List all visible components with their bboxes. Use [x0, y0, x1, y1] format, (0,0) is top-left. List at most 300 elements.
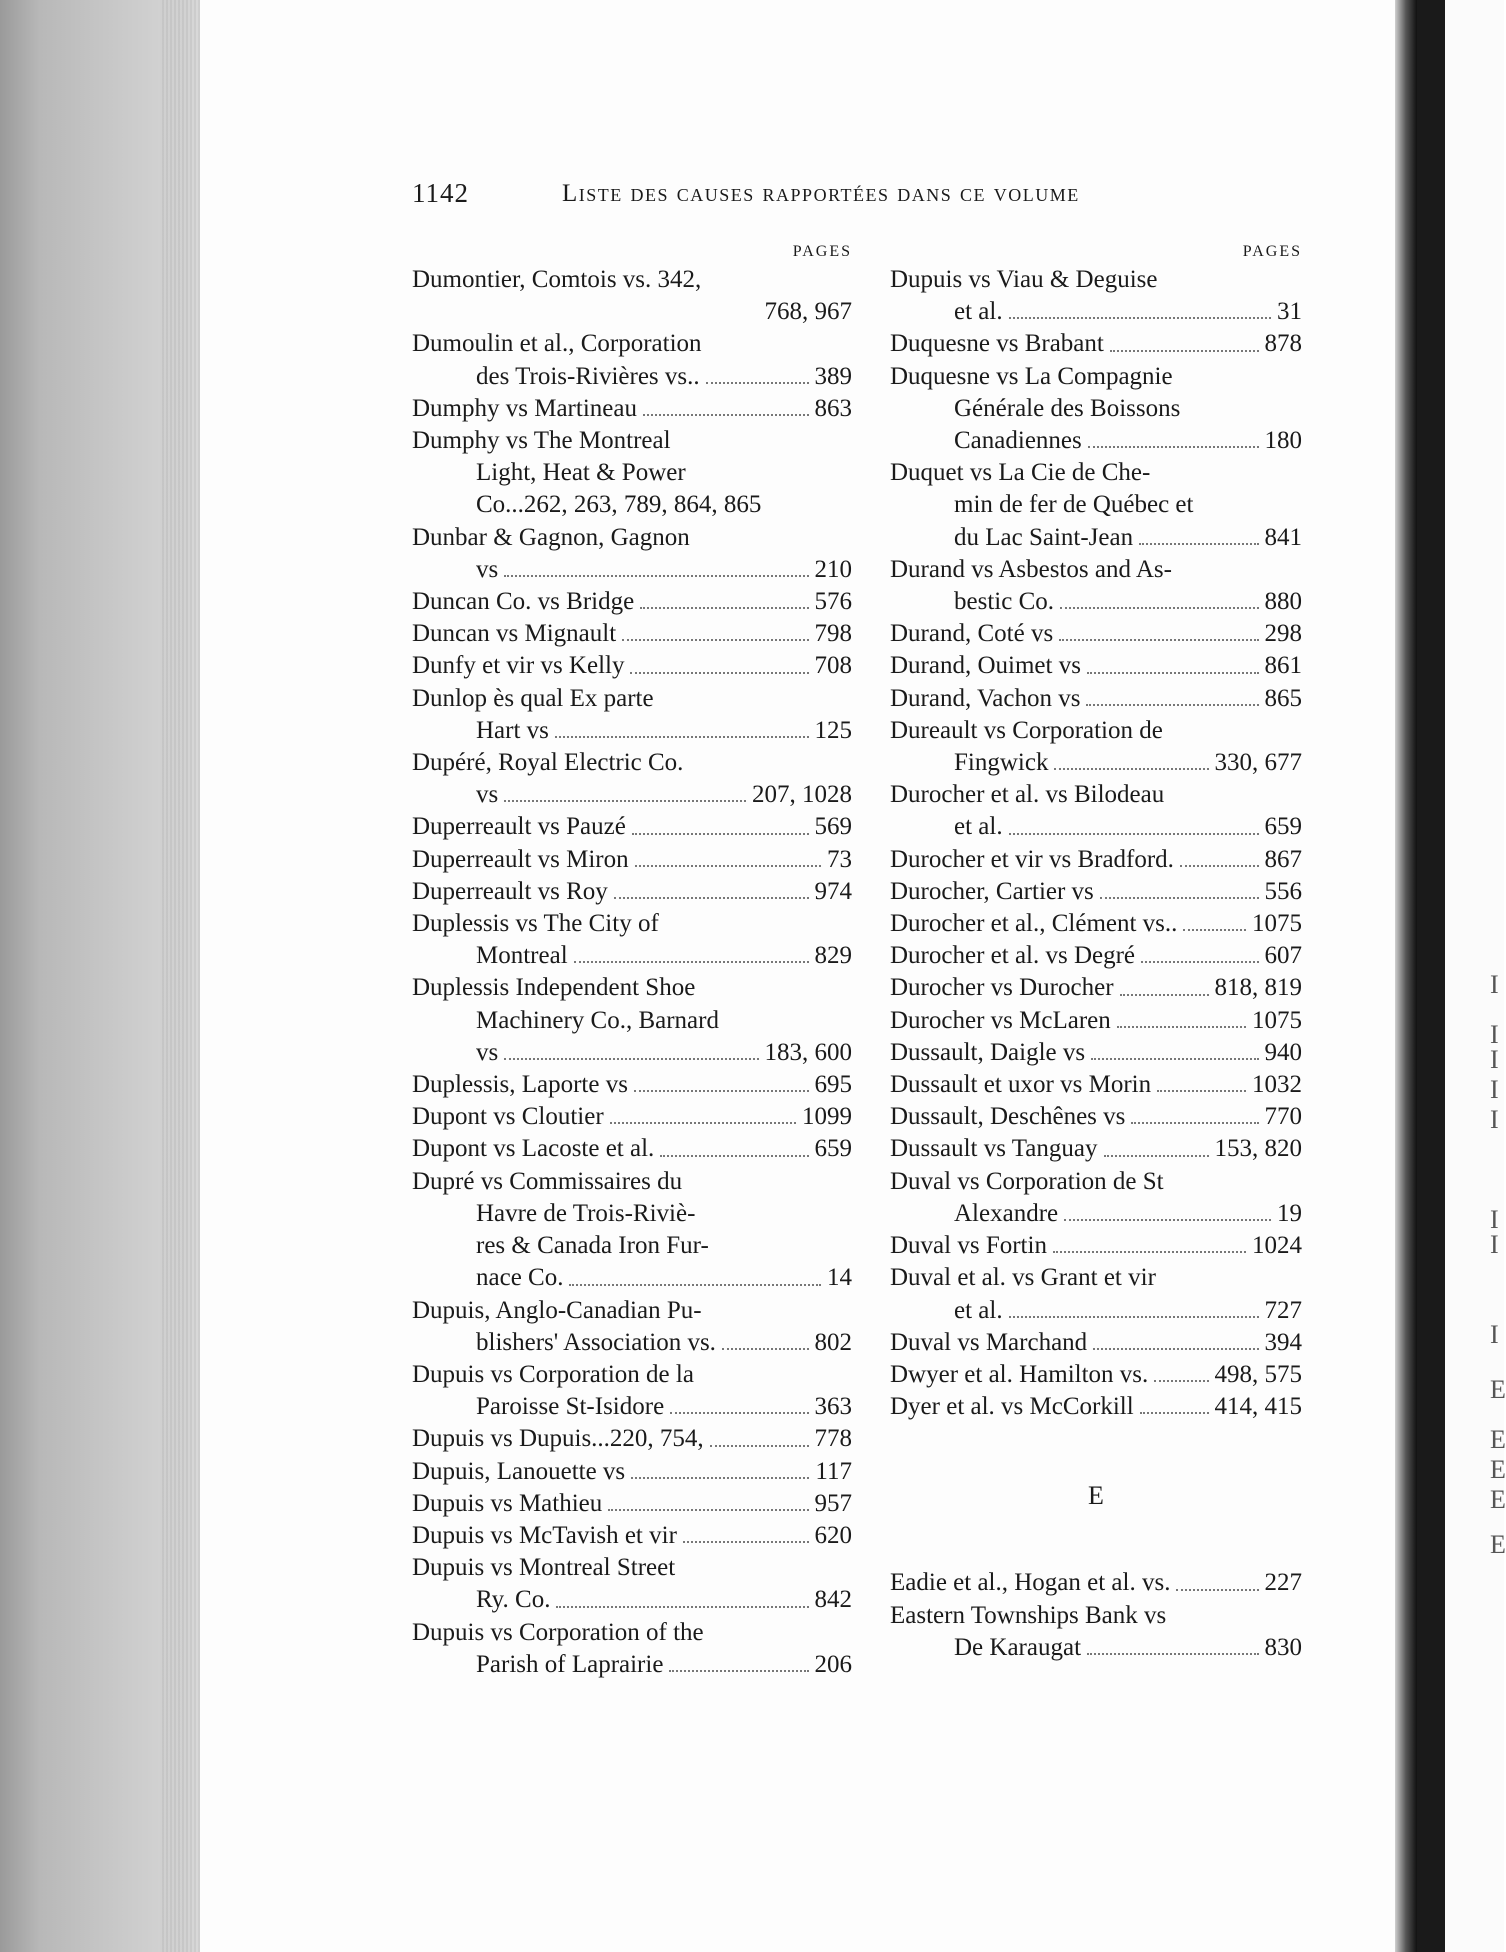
entry-line: [890, 1101, 1302, 1133]
entry-text: Dupuis vs Mathieu: [412, 1489, 603, 1517]
entry-text: Dumontier, Comtois vs. 342,: [412, 266, 702, 293]
entry-line: [412, 554, 852, 586]
entry-text: vs: [476, 1038, 499, 1066]
dot-leader: [504, 554, 808, 577]
entry-line: [412, 1005, 852, 1037]
entry-text: Dumphy vs The Montreal: [412, 427, 671, 455]
entry-text: Duperreault vs Pauzé: [412, 813, 626, 841]
index-entry: [412, 844, 852, 876]
entry-line: [412, 328, 852, 360]
index-entry: [412, 522, 852, 586]
entry-text: Dumoulin et al., Corporation: [412, 330, 702, 358]
dot-leader: [556, 1584, 808, 1607]
entry-line: [412, 811, 852, 843]
dot-leader: [1009, 296, 1271, 319]
facing-page-letter: I: [1490, 1075, 1499, 1104]
dot-leader: [608, 1488, 808, 1511]
entry-text: Durocher vs McLaren: [890, 1006, 1111, 1034]
page-reference: 1032: [1252, 1071, 1302, 1099]
index-entry: [890, 1327, 1302, 1359]
entry-line: [412, 1649, 852, 1681]
entry-text: Duval et al. vs Grant et vir: [890, 1264, 1156, 1292]
entry-line: [890, 457, 1302, 489]
index-entry: [412, 1069, 852, 1101]
index-entry: [412, 1456, 852, 1488]
entry-line: [412, 1488, 852, 1520]
page-reference: 31: [1277, 298, 1302, 326]
entry-text: Co...262, 263, 789, 864, 865: [476, 491, 762, 519]
entry-text: Durocher et al. vs Degré: [890, 942, 1136, 970]
entry-line: [412, 715, 852, 747]
index-entry: [412, 328, 852, 392]
page-reference: 957: [814, 1489, 852, 1517]
page-reference: 620: [814, 1521, 852, 1549]
entry-line: [890, 683, 1302, 715]
entry-text: vs: [476, 555, 499, 583]
page-reference: 607: [1264, 942, 1302, 970]
dot-leader: [634, 1069, 809, 1092]
entry-text: bestic Co.: [954, 588, 1054, 616]
entry-text: Durocher et al., Clément vs..: [890, 910, 1178, 938]
page-reference: 117: [815, 1457, 852, 1485]
dot-leader: [1140, 1391, 1209, 1414]
index-entry: [890, 328, 1302, 360]
index-entry: [890, 972, 1302, 1004]
dot-leader: [610, 1101, 796, 1124]
entry-line: [412, 393, 852, 425]
index-entry: [412, 1552, 852, 1616]
dot-leader: [1183, 908, 1246, 931]
entry-line: [890, 264, 1302, 296]
dot-leader: [640, 586, 808, 609]
index-entry: [890, 618, 1302, 650]
page-reference: 841: [1264, 523, 1302, 551]
page-reference: 727: [1264, 1296, 1302, 1324]
entry-line: [412, 1423, 852, 1455]
entry-text: blishers' Association vs.: [476, 1328, 716, 1356]
entry-line: [412, 779, 852, 811]
facing-page-letter: E: [1490, 1530, 1506, 1559]
index-entry: [412, 1359, 852, 1423]
dot-leader: [622, 618, 808, 641]
entry-line: [412, 1262, 852, 1294]
entry-list: [412, 264, 852, 1681]
entry-text: Alexandre: [954, 1199, 1059, 1227]
index-entry: [412, 1101, 852, 1133]
page-reference: 798: [814, 620, 852, 648]
index-entry: [890, 940, 1302, 972]
entry-text: Dunfy et vir vs Kelly: [412, 652, 625, 680]
entry-line: [412, 457, 852, 489]
entry-text: 768, 967: [764, 298, 852, 326]
page-reference: 829: [814, 942, 852, 970]
page-number: 1142: [412, 178, 469, 208]
index-entry: [890, 1359, 1302, 1391]
entry-text: Dupré vs Commissaires du: [412, 1167, 683, 1195]
entry-line: [412, 876, 852, 908]
entry-text: et al.: [954, 298, 1003, 326]
entry-line: [890, 1632, 1302, 1664]
index-entry: [890, 361, 1302, 458]
dot-leader: [1060, 586, 1259, 609]
page-reference: 153, 820: [1214, 1135, 1302, 1163]
dot-leader: [1141, 940, 1258, 963]
dot-leader: [1117, 1005, 1246, 1028]
page-reference: 206: [814, 1650, 852, 1678]
index-entry: [412, 393, 852, 425]
index-entry: [412, 1617, 852, 1681]
entry-line: [890, 1069, 1302, 1101]
entry-line: [412, 1295, 852, 1327]
entry-text: Dyer et al. vs McCorkill: [890, 1393, 1134, 1421]
entry-text: Duval vs Fortin: [890, 1232, 1047, 1260]
entry-text: des Trois-Rivières vs..: [476, 362, 700, 390]
page-reference: 708: [814, 652, 852, 680]
entry-text: Machinery Co., Barnard: [476, 1006, 719, 1034]
running-head: Liste des causes rapportées dans ce volume: [562, 180, 1080, 207]
entry-text: Duval vs Marchand: [890, 1328, 1088, 1356]
dot-leader: [569, 1262, 821, 1285]
section-letter: E: [1088, 1481, 1104, 1511]
entry-text: nace Co.: [476, 1264, 564, 1292]
entry-line: [890, 1230, 1302, 1262]
page-reference: 802: [814, 1328, 852, 1356]
index-entry: [890, 1069, 1302, 1101]
entry-line: [890, 1327, 1302, 1359]
page-header: [412, 178, 1292, 208]
index-entry: [890, 1600, 1302, 1664]
entry-line: [890, 650, 1302, 682]
entry-line: [890, 715, 1302, 747]
entry-text: Duplessis, Laporte vs: [412, 1071, 628, 1099]
dot-leader: [1087, 650, 1259, 673]
dot-leader: [1110, 328, 1259, 351]
facing-page-letter: E: [1490, 1425, 1506, 1454]
page-reference: 778: [814, 1425, 852, 1453]
entry-line: [890, 393, 1302, 425]
index-entry: [412, 811, 852, 843]
entry-text: Dupuis vs Corporation of the: [412, 1618, 704, 1646]
page-reference: 659: [814, 1135, 852, 1163]
entry-text: Dupont vs Cloutier: [412, 1103, 604, 1131]
page-reference: 1075: [1252, 1006, 1302, 1034]
entry-line: [890, 489, 1302, 521]
dot-leader: [643, 393, 809, 416]
page-reference: 556: [1264, 877, 1302, 905]
entry-line: [890, 940, 1302, 972]
index-entry: [890, 683, 1302, 715]
index-entry: [412, 1166, 852, 1295]
entry-text: Duperreault vs Roy: [412, 877, 608, 905]
index-entry: [890, 876, 1302, 908]
entry-text: Duplessis Independent Shoe: [412, 974, 696, 1002]
entry-line: [412, 361, 852, 393]
page-reference: 830: [1264, 1633, 1302, 1661]
entry-line: [890, 1295, 1302, 1327]
entry-line: [412, 747, 852, 779]
dot-leader: [1088, 425, 1259, 448]
entry-text: Hart vs: [476, 716, 549, 744]
entry-line: [890, 1391, 1302, 1423]
entry-text: Montreal: [476, 942, 568, 970]
page-reference: 180: [1264, 427, 1302, 455]
entry-text: Duquet vs La Cie de Che-: [890, 459, 1151, 487]
entry-text: Dupuis, Lanouette vs: [412, 1457, 626, 1485]
dot-leader: [635, 844, 821, 867]
entry-line: [412, 1327, 852, 1359]
entry-text: Dussault, Daigle vs: [890, 1038, 1086, 1066]
entry-text: Dumphy vs Martineau: [412, 394, 637, 422]
index-column-left: [412, 240, 852, 1681]
dot-leader: [1176, 1567, 1258, 1590]
dot-leader: [1053, 1230, 1246, 1253]
page-reference: 880: [1264, 588, 1302, 616]
page-reference: 865: [1264, 684, 1302, 712]
index-entry: [890, 1567, 1302, 1599]
facing-page-letter: I: [1490, 1230, 1499, 1259]
entry-line: [412, 1069, 852, 1101]
page-reference: 389: [814, 362, 852, 390]
index-entry: [412, 1423, 852, 1455]
index-entry: [890, 1262, 1302, 1326]
index-entry: [890, 844, 1302, 876]
dot-leader: [555, 715, 809, 738]
entry-line: [412, 1617, 852, 1649]
page-reference: 363: [814, 1393, 852, 1421]
entry-line: [412, 522, 852, 554]
entry-line: [412, 1198, 852, 1230]
dot-leader: [632, 811, 809, 834]
entry-line: [412, 1230, 852, 1262]
page-reference: 125: [814, 716, 852, 744]
entry-line: [890, 779, 1302, 811]
page-reference: 940: [1264, 1038, 1302, 1066]
entry-line: [890, 1133, 1302, 1165]
entry-text: Durocher et al. vs Bilodeau: [890, 781, 1165, 809]
dot-leader: [1100, 876, 1259, 899]
page-reference: 1075: [1252, 910, 1302, 938]
page-reference: 73: [827, 845, 852, 873]
index-entry: [412, 747, 852, 811]
index-entry: [890, 457, 1302, 554]
entry-line: [890, 1600, 1302, 1632]
dot-leader: [1086, 683, 1258, 706]
page-reference: 1099: [802, 1103, 852, 1131]
entry-text: Fingwick: [954, 749, 1049, 777]
dot-leader: [722, 1327, 809, 1350]
dot-leader: [1180, 844, 1259, 867]
entry-text: Durocher vs Durocher: [890, 974, 1114, 1002]
entry-line: [412, 844, 852, 876]
entry-text: Duval vs Corporation de St: [890, 1167, 1164, 1195]
entry-text: Dupuis vs Corporation de la: [412, 1360, 694, 1388]
page-reference: 1024: [1252, 1232, 1302, 1260]
entry-line: [412, 296, 852, 328]
facing-page-letter: I: [1490, 1205, 1499, 1234]
entry-text: Durand, Ouimet vs: [890, 652, 1081, 680]
facing-page-letter: I: [1490, 1320, 1499, 1349]
dot-leader: [631, 1456, 809, 1479]
entry-line: [890, 1198, 1302, 1230]
entry-line: [412, 972, 852, 1004]
dot-leader: [1157, 1069, 1246, 1092]
index-entry: [890, 264, 1302, 328]
facing-page-letter: I: [1490, 1045, 1499, 1074]
entry-line: [412, 1520, 852, 1552]
entry-list: [890, 1567, 1302, 1664]
entry-text: Générale des Boissons: [954, 394, 1181, 422]
dot-leader: [1093, 1327, 1258, 1350]
entry-text: Duquesne vs La Compagnie: [890, 362, 1173, 390]
entry-line: [412, 1166, 852, 1198]
index-entry: [412, 586, 852, 618]
book-gutter: [1395, 0, 1417, 1952]
dot-leader: [1059, 618, 1258, 641]
page-reference: 227: [1264, 1569, 1302, 1597]
page-reference: 210: [814, 555, 852, 583]
entry-line: [412, 650, 852, 682]
entry-line: [412, 1101, 852, 1133]
dot-leader: [670, 1391, 808, 1414]
index-entry: [890, 715, 1302, 779]
page-reference: 14: [827, 1264, 852, 1292]
entry-line: [890, 876, 1302, 908]
entry-line: [412, 264, 852, 296]
entry-line: [412, 1133, 852, 1165]
entry-line: [412, 1359, 852, 1391]
entry-line: [890, 296, 1302, 328]
entry-line: [890, 586, 1302, 618]
entry-text: Dussault et uxor vs Morin: [890, 1071, 1152, 1099]
dot-leader: [1139, 522, 1258, 545]
page-reference: 394: [1264, 1328, 1302, 1356]
entry-line: [412, 1584, 852, 1616]
dot-leader: [504, 1037, 758, 1060]
entry-line: [890, 425, 1302, 457]
index-entry: [412, 650, 852, 682]
page-reference: 569: [814, 813, 852, 841]
facing-page-letter: E: [1490, 1485, 1506, 1514]
index-entry: [890, 779, 1302, 843]
dot-leader: [1009, 1295, 1259, 1318]
entry-text: Dupuis vs McTavish et vir: [412, 1521, 677, 1549]
page-reference: 842: [814, 1586, 852, 1614]
entry-line: [412, 489, 852, 521]
page-reference: 770: [1264, 1103, 1302, 1131]
index-entry: [890, 554, 1302, 618]
entry-text: Ry. Co.: [476, 1586, 551, 1614]
page-reference: 861: [1264, 652, 1302, 680]
entry-text: vs: [476, 781, 499, 809]
entry-text: Duquesne vs Brabant: [890, 330, 1104, 358]
entry-text: Durocher et vir vs Bradford.: [890, 845, 1174, 873]
entry-text: Dussault vs Tanguay: [890, 1135, 1098, 1163]
page-reference: 414, 415: [1214, 1393, 1302, 1421]
entry-text: Dupont vs Lacoste et al.: [412, 1135, 655, 1163]
entry-line: [890, 972, 1302, 1004]
entry-text: Paroisse St-Isidore: [476, 1393, 665, 1421]
entry-text: Eadie et al., Hogan et al. vs.: [890, 1569, 1171, 1597]
dot-leader: [1154, 1359, 1208, 1382]
page-reference: 974: [814, 877, 852, 905]
index-entry: [890, 1005, 1302, 1037]
entry-line: [890, 1037, 1302, 1069]
entry-text: Durocher, Cartier vs: [890, 877, 1094, 905]
entry-text: Dunbar & Gagnon, Gagnon: [412, 523, 690, 551]
entry-text: Dwyer et al. Hamilton vs.: [890, 1360, 1149, 1388]
entry-text: Durand, Vachon vs: [890, 684, 1081, 712]
entry-text: Dupuis, Anglo-Canadian Pu-: [412, 1296, 702, 1324]
entry-line: [412, 1037, 852, 1069]
facing-page-letter: I: [1490, 1105, 1499, 1134]
entry-text: Duncan Co. vs Bridge: [412, 588, 635, 616]
entry-line: [412, 908, 852, 940]
index-entry: [890, 1101, 1302, 1133]
entry-line: [890, 361, 1302, 393]
page-reference: 19: [1277, 1199, 1302, 1227]
entry-text: De Karaugat: [954, 1633, 1082, 1661]
entry-line: [890, 844, 1302, 876]
dot-leader: [1054, 747, 1208, 770]
entry-line: [412, 1552, 852, 1584]
index-entry: [890, 1133, 1302, 1165]
index-entry: [412, 425, 852, 522]
entry-text: du Lac Saint-Jean: [954, 523, 1134, 551]
page-reference: 695: [814, 1071, 852, 1099]
dot-leader: [1131, 1101, 1258, 1124]
index-entry: [412, 618, 852, 650]
entry-text: Havre de Trois-Riviè-: [476, 1199, 696, 1227]
index-entry: [890, 1230, 1302, 1262]
page-edges: [160, 0, 200, 1952]
entry-text: res & Canada Iron Fur-: [476, 1232, 709, 1260]
entry-line: [890, 1567, 1302, 1599]
entry-line: [412, 940, 852, 972]
dot-leader: [1120, 972, 1209, 995]
dot-leader: [1087, 1632, 1258, 1655]
dot-leader: [504, 779, 746, 802]
dot-leader: [660, 1133, 808, 1156]
index-entry: [412, 1520, 852, 1552]
entry-line: [412, 425, 852, 457]
entry-line: [890, 1005, 1302, 1037]
index-entry: [890, 908, 1302, 940]
entry-text: Parish of Laprairie: [476, 1650, 664, 1678]
entry-text: Dupuis vs Montreal Street: [412, 1554, 676, 1582]
dot-leader: [630, 650, 808, 673]
page-reference: 818, 819: [1214, 974, 1302, 1002]
index-entry: [412, 972, 852, 1069]
index-entry: [412, 264, 852, 328]
entry-text: Dureault vs Corporation de: [890, 716, 1163, 744]
entry-text: et al.: [954, 813, 1003, 841]
index-entry: [412, 1488, 852, 1520]
entry-line: [890, 908, 1302, 940]
entry-line: [412, 586, 852, 618]
page-reference: 576: [814, 588, 852, 616]
entry-list: [890, 264, 1302, 1423]
index-entry: [890, 650, 1302, 682]
dot-leader: [710, 1423, 809, 1446]
entry-line: [890, 554, 1302, 586]
entry-text: Canadiennes: [954, 427, 1082, 455]
entry-line: [412, 1456, 852, 1488]
entry-line: [890, 328, 1302, 360]
page-reference: 878: [1264, 330, 1302, 358]
entry-text: Dussault, Deschênes vs: [890, 1103, 1126, 1131]
facing-page-letter: E: [1490, 1455, 1506, 1484]
page-reference: 498, 575: [1214, 1360, 1302, 1388]
